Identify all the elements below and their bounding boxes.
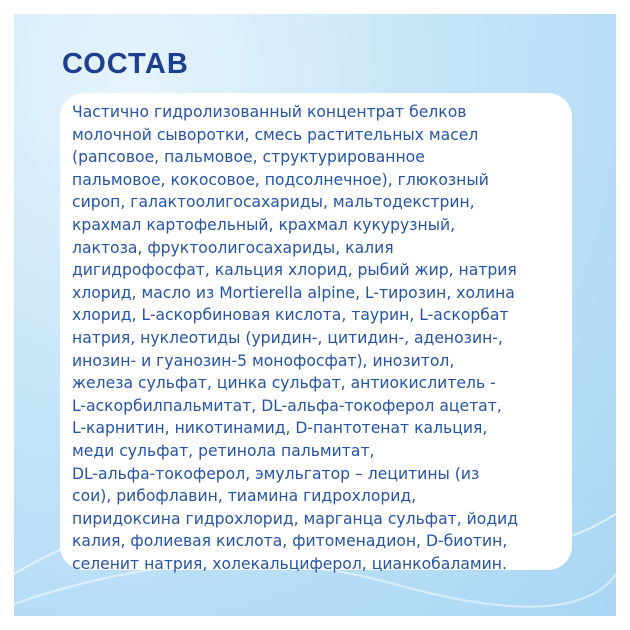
ingredients-line: натрия, нуклеотиды (уридин-, цитидин-, аденозин-, bbox=[72, 328, 503, 347]
ingredients-line: калия, фолиевая кислота, фитоменадион, D-биотин, bbox=[72, 532, 508, 551]
ingredients-line: дигидрофосфат, кальция хлорид, рыбий жир, натрия bbox=[72, 261, 517, 280]
ingredients-line: DL-альфа-токоферол, эмульгатор – лецитины (из bbox=[72, 464, 480, 483]
ingredients-line: L-аскорбилпальмитат, DL-альфа-токоферол ацетат, bbox=[72, 396, 502, 415]
ingredients-line: хлорид, масло из Mortierella alpine, L-тирозин, холина bbox=[72, 283, 515, 302]
ingredients-text bbox=[72, 101, 518, 575]
section-title: СОСТАВ bbox=[62, 48, 189, 80]
ingredients-line: Частично гидролизованный концентрат белков bbox=[72, 103, 467, 121]
ingredients-line: пальмовое, кокосовое, подсолнечное), глюкозный bbox=[72, 170, 489, 189]
ingredients-line: (рапсовое, пальмовое, структурированное bbox=[72, 148, 425, 167]
ingredients-line: меди сульфат, ретинола пальмитат, bbox=[72, 441, 375, 460]
ingredients-line: сои), рибофлавин, тиамина гидрохлорид, bbox=[72, 487, 417, 506]
ingredients-line: сироп, галактоолигосахариды, мальтодекстрин, bbox=[72, 193, 475, 212]
ingredients-line: крахмал картофельный, крахмал кукурузный, bbox=[72, 215, 456, 234]
ingredients-line: пиридоксина гидрохлорид, марганца сульфат, йодид bbox=[72, 509, 519, 528]
ingredients-line: хлорид, L-аскорбиновая кислота, таурин, L-аскорбат bbox=[72, 306, 509, 325]
ingredients-line: лактоза, фруктоолигосахариды, калия bbox=[72, 238, 394, 257]
ingredients-line: селенит натрия, холекальциферол, цианкобаламин. bbox=[72, 554, 507, 573]
ingredients-line: инозин- и гуанозин-5 монофосфат), инозитол, bbox=[72, 351, 455, 370]
ingredients-line: железа сульфат, цинка сульфат, антиокислитель - bbox=[72, 374, 496, 393]
ingredients-line: молочной сыворотки, смесь растительных масел bbox=[72, 125, 479, 144]
ingredients-line: L-карнитин, никотинамид, D-пантотенат кальция, bbox=[72, 419, 488, 438]
